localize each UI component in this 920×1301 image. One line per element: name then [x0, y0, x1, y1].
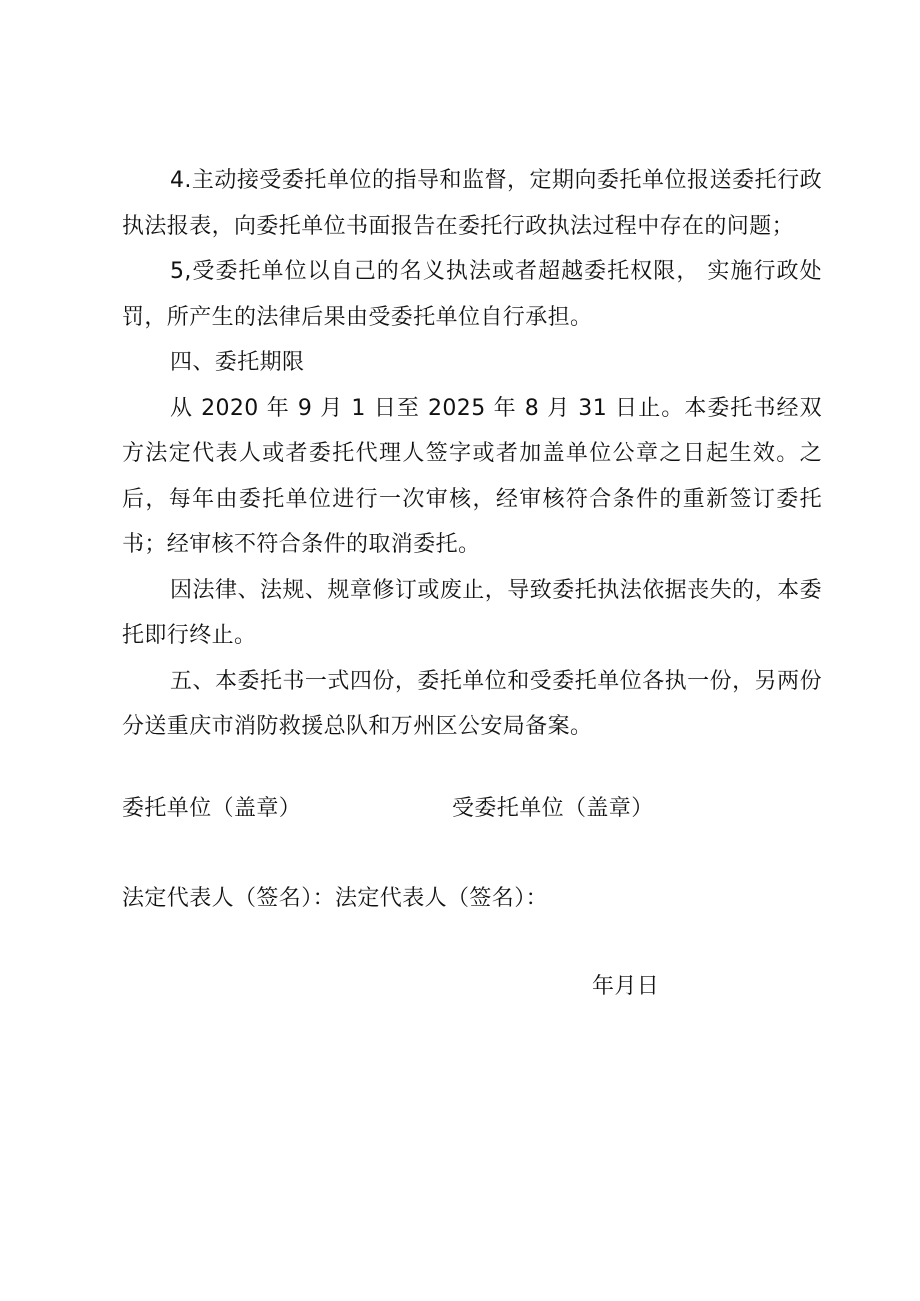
section-five-paragraph: 五、本委托书一式四份，委托单位和受委托单位各执一份，另两份分送重庆市消防救援总队和万州区公安局备案。	[122, 668, 822, 739]
signature-date: 年月日	[592, 974, 660, 999]
document-body	[122, 158, 822, 750]
section-four-heading: 四、委托期限	[170, 350, 305, 375]
entrusting-unit-seal-label: 委托单位（盖章）	[122, 796, 302, 821]
term-period-paragraph: 从 2020 年 9 月 1 日至 2025 年 8 月 31 日止。本委托书经双方法定代表人或者委托代理人签字或者加盖单位公章之日起生效。之后，每年由委托单位进行一次审核，经审核符合条件的重新签订委托书；经审核不符合条件的取消委托。	[122, 395, 822, 557]
legal-representative-signature-line: 法定代表人（签名）：法定代表人（签名）：	[122, 886, 549, 911]
clause-4-paragraph: 4.主动接受委托单位的指导和监督，定期向委托单位报送委托行政执法报表，向委托单位书面报告在委托行政执法过程中存在的问题；	[122, 168, 822, 239]
clause-5-paragraph: 5,受委托单位以自己的名义执法或者超越委托权限， 实施行政处罚，所产生的法律后果由受委托单位自行承担。	[122, 259, 822, 330]
entrusted-unit-seal-label: 受委托单位（盖章）	[452, 796, 654, 821]
termination-paragraph: 因法律、法规、规章修订或废止，导致委托执法依据丧失的，本委托即行终止。	[122, 577, 822, 648]
